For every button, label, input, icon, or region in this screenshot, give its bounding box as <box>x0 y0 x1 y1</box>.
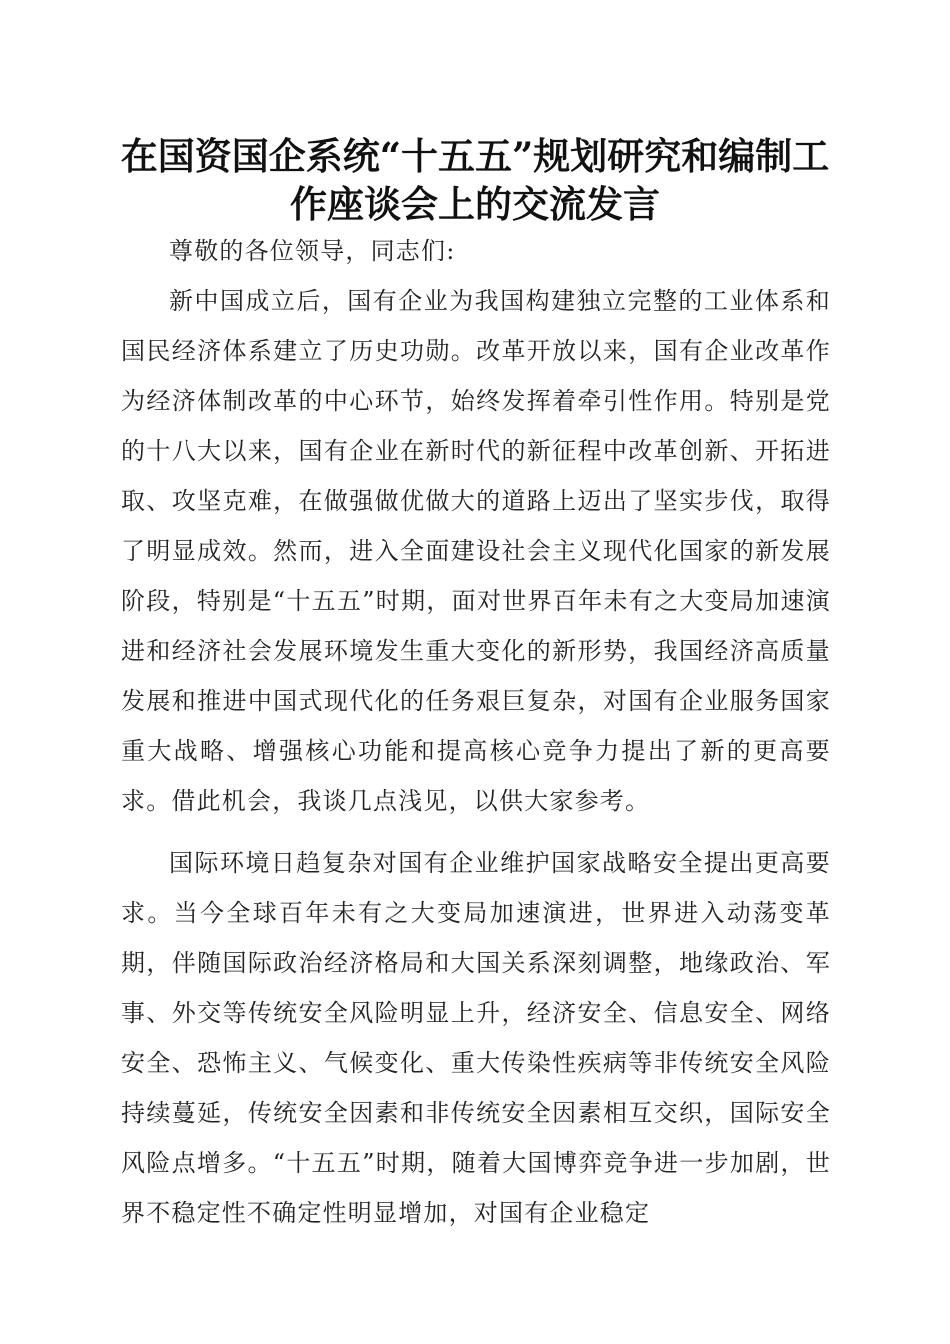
document-title: 在国资国企系统“十五五”规划研究和编制工作座谈会上的交流发言 <box>120 134 830 226</box>
paragraph-1: 新中国成立后，国有企业为我国构建独立完整的工业体系和国民经济体系建立了历史功勋。改革开放以来，国有企业改革作为经济体制改革的中心环节，始终发挥着牵引性作用。特别是党的十八大以来，国有企业在新时代的新征程中改革创新、开拓进取、攻坚克难，在做强做优做大的道路上迈出了坚实步伐，取得了明显成效。然而，进入全面建设社会主义现代化国家的新发展阶段，特别是“十五五”时期，面对世界百年未有之大变局加速演进和经济社会发展环境发生重大变化的新形势，我国经济高质量发展和推进中国式现代化的任务艰巨复杂，对国有企业服务国家重大战略、增强核心功能和提高核心竞争力提出了新的更高要求。借此机会，我谈几点浅见，以供大家参考。 <box>121 287 831 815</box>
paragraph-2: 国际环境日趋复杂对国有企业维护国家战略安全提出更高要求。当今全球百年未有之大变局加速演进，世界进入动荡变革期，伴随国际政治经济格局和大国关系深刻调整，地缘政治、军事、外交等传统安全风险明显上升，经济安全、信息安全、网络安全、恐怖主义、气候变化、重大传染性疾病等非传统安全风险持续蔓延，传统安全因素和非传统安全因素相互交织，国际安全风险点增多。“十五五”时期，随着大国博弈竞争进一步加剧，世界不稳定性不确定性明显增加，对国有企业稳定 <box>121 849 831 1227</box>
salutation: 尊敬的各位领导，同志们: <box>169 237 456 265</box>
document-body <box>121 226 831 1238</box>
